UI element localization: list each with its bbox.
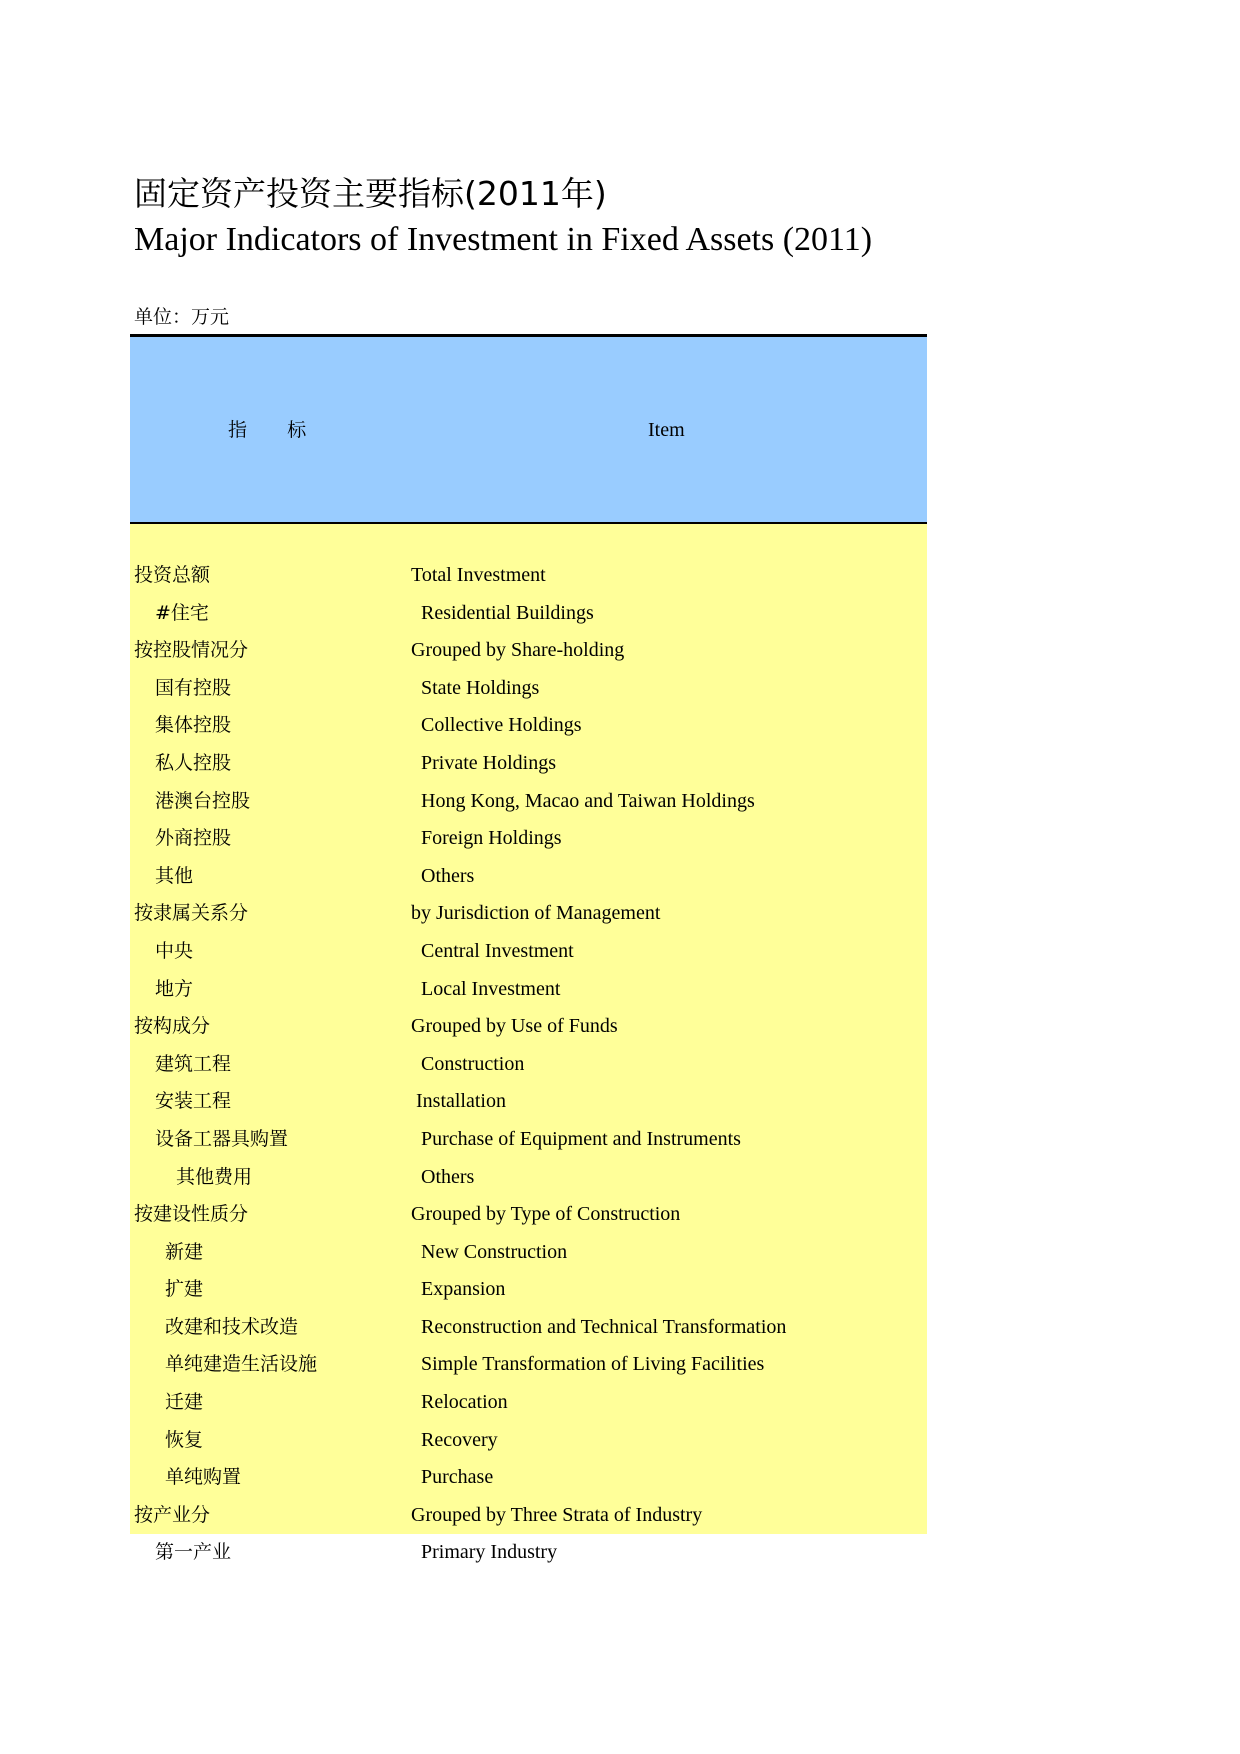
row-cn: 第一产业 [155, 1541, 232, 1564]
row-en: Total Investment [411, 564, 546, 586]
row-en: New Construction [421, 1240, 568, 1263]
row-cn: 其他 [155, 864, 194, 887]
table-row [130, 894, 927, 932]
table-body [130, 524, 927, 1564]
row-cn: 设备工器具购置 [155, 1127, 289, 1150]
row-en: Reconstruction and Technical Transformation [421, 1315, 787, 1338]
table-row [130, 1421, 927, 1459]
table-header [130, 337, 927, 524]
row-en: Central Investment [421, 939, 574, 962]
row-en: Primary Industry [421, 1541, 558, 1564]
row-cn: 集体控股 [155, 714, 232, 737]
table-row [130, 556, 927, 594]
row-en: Installation [416, 1090, 506, 1113]
table-row [130, 819, 927, 857]
row-en: Grouped by Share-holding [411, 639, 625, 662]
row-en: Construction [421, 1052, 525, 1075]
table-row [130, 669, 927, 707]
table-row [130, 970, 927, 1008]
row-cn: 单纯建造生活设施 [165, 1353, 318, 1376]
header-en: Item [648, 419, 685, 441]
table-row [130, 1308, 927, 1346]
table-row [130, 1007, 927, 1045]
table-row [130, 1270, 927, 1308]
table-row [130, 706, 927, 744]
row-cn: 其他费用 [176, 1165, 253, 1188]
row-cn: 按控股情况分 [134, 639, 249, 662]
table-row [130, 744, 927, 782]
row-en: Purchase of Equipment and Instruments [421, 1127, 741, 1150]
table-row [130, 1458, 927, 1496]
table-row [130, 594, 927, 632]
table-row [130, 1233, 927, 1271]
table-row [130, 782, 927, 820]
row-cn: 按产业分 [134, 1503, 211, 1526]
header-cn-char-2: 标 [287, 419, 307, 441]
row-en: Grouped by Three Strata of Industry [411, 1503, 703, 1526]
table-row [130, 1496, 927, 1534]
row-cn: 新建 [165, 1240, 204, 1263]
row-cn: #住宅 [155, 601, 209, 624]
table-row [130, 631, 927, 669]
page-title-en: Major Indicators of Investment in Fixed Assets (2011) [134, 221, 873, 258]
row-en: Purchase [421, 1466, 494, 1489]
row-cn: 中央 [155, 939, 194, 962]
table-row [130, 857, 927, 895]
row-en: Others [421, 1165, 475, 1188]
row-cn: 按构成分 [134, 1015, 211, 1038]
row-en: Private Holdings [421, 751, 556, 774]
row-en: Foreign Holdings [421, 827, 562, 850]
row-cn: 单纯购置 [165, 1466, 242, 1489]
row-en: Local Investment [421, 977, 561, 1000]
table-row [130, 1082, 927, 1120]
row-cn: 改建和技术改造 [165, 1315, 299, 1338]
table-row [130, 1533, 927, 1571]
table-row [130, 1383, 927, 1421]
row-en: Simple Transformation of Living Facilities [421, 1353, 765, 1376]
row-cn: 国有控股 [155, 676, 232, 699]
table-row [130, 1120, 927, 1158]
row-en: Others [421, 864, 475, 887]
row-cn: 按隶属关系分 [134, 902, 249, 925]
row-cn: 恢复 [165, 1428, 204, 1451]
row-en: Hong Kong, Macao and Taiwan Holdings [421, 789, 755, 812]
row-cn: 安装工程 [155, 1090, 232, 1113]
table-row [130, 1345, 927, 1383]
row-en: Grouped by Type of Construction [411, 1203, 681, 1226]
table-row [130, 1045, 927, 1083]
row-cn: 按建设性质分 [134, 1203, 249, 1226]
row-cn: 投资总额 [134, 564, 211, 586]
row-en: Residential Buildings [421, 601, 594, 624]
row-en: State Holdings [421, 676, 540, 699]
row-cn: 迁建 [165, 1391, 204, 1414]
header-cn [228, 415, 306, 445]
row-cn: 建筑工程 [155, 1052, 232, 1075]
indicator-table [130, 334, 927, 1564]
row-cn: 地方 [155, 977, 194, 1000]
row-cn: 私人控股 [155, 751, 232, 774]
row-en: Recovery [421, 1428, 498, 1451]
table-row [130, 1195, 927, 1233]
row-cn: 外商控股 [155, 827, 232, 850]
row-en: Expansion [421, 1278, 506, 1301]
page-title-cn: 固定资产投资主要指标(2011年) [134, 174, 607, 213]
table-row [130, 1158, 927, 1196]
table-row [130, 932, 927, 970]
unit-label: 单位：万元 [134, 306, 230, 328]
row-en: by Jurisdiction of Management [411, 902, 661, 925]
row-en: Collective Holdings [421, 714, 582, 737]
row-en: Grouped by Use of Funds [411, 1015, 618, 1038]
row-en: Relocation [421, 1391, 508, 1414]
row-cn: 港澳台控股 [155, 789, 251, 812]
row-cn: 扩建 [165, 1278, 204, 1301]
header-cn-char-1: 指 [228, 419, 248, 441]
